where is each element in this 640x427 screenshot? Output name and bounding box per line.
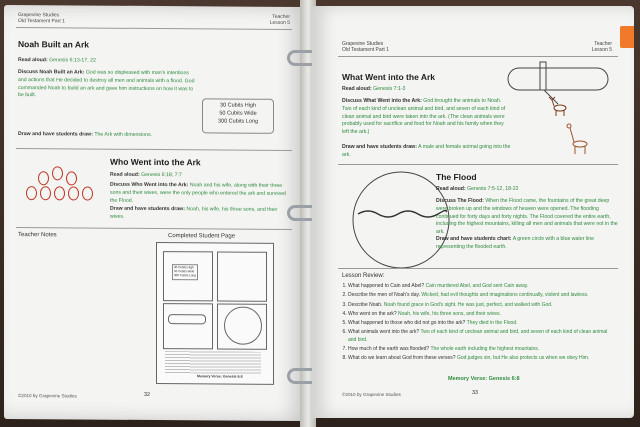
review-item xyxy=(348,302,614,309)
thumb-line: 50 Cubits Wide xyxy=(174,269,195,274)
ark-outline xyxy=(508,68,608,90)
left-page xyxy=(4,5,304,421)
review-question: Describe the men of Noah's day. xyxy=(348,292,421,299)
discuss-label: Discuss Who Went into the Ark: xyxy=(110,181,189,189)
header-left xyxy=(342,42,389,54)
thumb-animals xyxy=(163,303,213,349)
review-answer: Wicked, had evil thoughts and imaginations continually, violent and lawless. xyxy=(421,292,589,299)
thumb-ark-dimensions xyxy=(163,251,213,301)
review-answer: They died in the Flood. xyxy=(466,320,518,326)
header-course: Old Testament Part 1 xyxy=(342,46,389,53)
thumb-box xyxy=(172,264,198,280)
review-answer: Noah, his wife, his three sons, and their wives. xyxy=(398,310,501,317)
review-item xyxy=(348,320,614,327)
discuss-paragraph xyxy=(436,198,618,237)
review-item xyxy=(348,355,614,362)
discuss-label: Discuss Noah Built an Ark: xyxy=(18,69,85,76)
review-question: What happened to those who did not go into the ark? xyxy=(348,320,466,326)
thumb-line: 30 Cubits High xyxy=(174,265,194,270)
draw-label: Draw and have students draw: xyxy=(18,131,93,138)
draw-text: Noah, his wife, his three sons, and their wives. xyxy=(110,206,278,220)
header-role: Teacher xyxy=(594,41,612,47)
ark-dimensions-box xyxy=(202,98,274,134)
review-item xyxy=(348,283,614,290)
discuss-paragraph xyxy=(342,98,510,137)
draw-text: A male and female animal going into the ark. xyxy=(342,144,511,158)
thumb-flood xyxy=(217,303,267,349)
completed-page-title: Completed Student Page xyxy=(168,233,236,240)
review-item xyxy=(348,346,614,353)
review-answer: Noah found grace in God's sight. He was just, perfect, and walked with God. xyxy=(383,301,553,308)
thumb-memory-verse: Memory Verse: Genesis 6:8 xyxy=(197,374,243,379)
memory-verse: Memory Verse: Genesis 6:8 xyxy=(448,376,520,382)
lesson-review-list xyxy=(334,283,614,364)
teacher-notes-label: Teacher Notes xyxy=(18,232,57,239)
header-series: Grapevine Studies xyxy=(342,41,384,47)
dimension-width: 50 Cubits Wide xyxy=(219,110,257,117)
thumb-line: 300 Cubits Long xyxy=(174,272,196,278)
dimension-height: 30 Cubits High xyxy=(219,102,257,109)
draw-text: A green circle with a blue water line representing the flooded earth. xyxy=(436,236,594,250)
person-face xyxy=(54,186,65,200)
draw-label: Draw and have students chart: xyxy=(436,236,512,242)
right-page xyxy=(312,6,634,418)
review-question: How much of the earth was flooded? xyxy=(348,345,430,352)
student-page-thumbnail xyxy=(156,242,274,385)
draw-label: Draw and have students draw: xyxy=(342,144,417,150)
giraffe-icon xyxy=(567,124,587,154)
review-title: Lesson Review: xyxy=(342,273,385,279)
review-answer: The whole earth including the highest mountains. xyxy=(430,345,540,352)
review-question: What happened to Cain and Abel? xyxy=(348,283,425,289)
review-answer: Two of each kind of unclean animal and bird, and seven of each kind of clean animal and bird. xyxy=(348,329,608,343)
header-course: Old Testament Part 1 xyxy=(18,17,65,25)
section-title: Noah Built an Ark xyxy=(18,39,89,50)
dimension-length: 300 Cubits Long xyxy=(217,118,259,125)
read-ref: Genesis 7:5-12, 18-22 xyxy=(467,186,519,192)
header-rule xyxy=(16,27,292,30)
draw-instruction xyxy=(436,236,618,252)
section-rule xyxy=(338,268,618,269)
header-left xyxy=(18,13,65,25)
deer-icon xyxy=(549,97,566,116)
person-face xyxy=(38,171,49,185)
page-number: 32 xyxy=(144,391,151,398)
ark-animals-drawing xyxy=(506,62,616,162)
review-question: What animals went into the ark? xyxy=(348,329,420,336)
ark-door xyxy=(540,62,546,90)
draw-instruction xyxy=(342,144,512,160)
section-rule xyxy=(338,164,618,165)
read-aloud xyxy=(342,86,512,94)
person-face xyxy=(52,166,63,180)
earth-circle xyxy=(353,172,449,268)
footer-copyright: ©2010 by Grapevine Studies xyxy=(342,392,401,397)
discuss-text: Noah and his wife, along with their three sons and their wives, were the only people who entered the ark and survived the Flood. xyxy=(110,182,286,204)
review-answer: Cain murdered Abel, and God sent Cain away. xyxy=(425,283,529,289)
discuss-paragraph xyxy=(110,182,292,207)
read-aloud xyxy=(18,57,198,66)
section-rule xyxy=(16,227,292,230)
discuss-text: God brought the animals to Noah. Two of each kind of unclean animal and bird, and seven of each kind of clean animal and bird were taken into the ark. (The clean animals were probably used for sacrifice and food for Noah and his family when they left the ark.) xyxy=(342,98,506,136)
thumb-ark xyxy=(168,314,206,324)
read-label: Read aloud: xyxy=(110,171,140,178)
review-question: Describe Noah. xyxy=(348,301,383,308)
footer-copyright: ©2010 by Grapevine Studies xyxy=(18,393,77,399)
page-number: 33 xyxy=(472,390,479,396)
discuss-text: God was so displeased with man's intentions and actions that He decided to destroy all men and animals with a flood. God commanded Noah to build an ark and gave him instructions on how it was to be built. xyxy=(18,69,195,99)
review-item xyxy=(348,329,614,344)
review-item xyxy=(348,292,614,299)
header-lesson: Lesson 5 xyxy=(591,46,612,53)
thumb-earth xyxy=(224,306,262,344)
section-title: Who Went into the Ark xyxy=(110,156,201,168)
draw-label: Draw and have students draw: xyxy=(110,205,185,213)
header-right xyxy=(592,42,612,54)
review-item xyxy=(348,311,614,318)
read-label: Read aloud: xyxy=(436,186,466,192)
person-face xyxy=(66,171,77,185)
read-ref: Genesis 6:18; 7:7 xyxy=(141,171,182,179)
orange-page-tab xyxy=(620,26,634,48)
person-face xyxy=(82,186,93,200)
discuss-label: Discuss The Flood: xyxy=(436,198,484,204)
read-label: Read aloud: xyxy=(18,57,48,64)
header-right xyxy=(270,15,290,27)
header-role: Teacher xyxy=(272,13,290,20)
thumb-family xyxy=(217,251,267,301)
ark-ramp xyxy=(544,90,558,104)
discuss-paragraph xyxy=(18,69,198,101)
read-aloud xyxy=(110,172,290,181)
read-ref: Genesis 7:1-3 xyxy=(373,86,406,92)
read-label: Read aloud: xyxy=(342,86,372,92)
read-ref: Genesis 6:13-17, 22 xyxy=(49,57,96,64)
section-rule xyxy=(16,148,292,151)
review-question: Who went on the ark? xyxy=(348,310,397,317)
section-title: The Flood xyxy=(436,172,477,182)
review-answer: God judges sin, but He also protects us when we obey Him. xyxy=(456,355,590,361)
water-line xyxy=(358,210,446,217)
draw-instruction xyxy=(110,206,292,223)
discuss-label: Discuss What Went into the Ark: xyxy=(342,98,422,104)
discuss-text: When the Flood came, the fountains of the great deep were broken up and the windows of heaven were opened. The flooding continued for forty days and forty nights. The Flood covered the entire earth, including the highest mountains, killing all men and animals that were not in the ark. xyxy=(436,198,618,236)
header-rule xyxy=(338,56,618,57)
thumb-review-lines xyxy=(165,351,261,374)
section-title: What Went into the Ark xyxy=(342,72,436,82)
draw-instruction xyxy=(18,131,218,140)
review-question: What do we learn about God from these verses? xyxy=(348,355,456,361)
person-face xyxy=(68,186,79,200)
person-face xyxy=(40,186,51,200)
header-lesson: Lesson 5 xyxy=(269,19,290,26)
draw-text: The Ark with dimensions. xyxy=(94,131,152,138)
read-aloud xyxy=(436,186,616,194)
header-series: Grapevine Studies xyxy=(18,12,60,19)
person-face xyxy=(26,186,37,200)
